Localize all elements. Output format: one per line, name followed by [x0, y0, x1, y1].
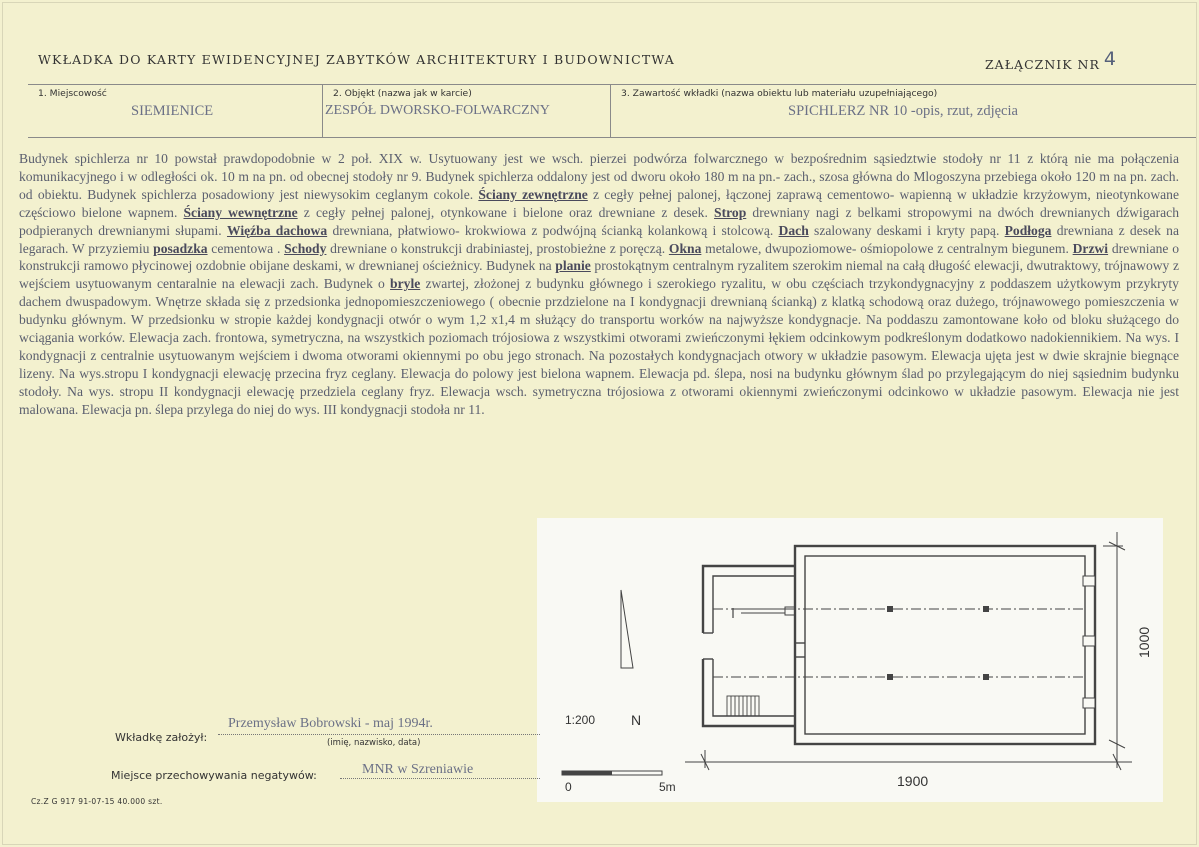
timber-posts — [887, 606, 989, 680]
width-dimension — [1103, 532, 1125, 758]
building-description — [19, 150, 1179, 419]
desc-text: z cegły pełnej palonej, otynkowane i bielone oraz drewniane z desek. — [297, 204, 715, 220]
term-windows: Okna — [668, 240, 702, 256]
negatives-value: MNR w Szreniawie — [362, 762, 474, 777]
term-roof: Dach — [778, 222, 809, 238]
object-field — [322, 85, 611, 137]
author-label: Wkładkę założył: — [115, 731, 208, 744]
content-field — [610, 85, 1197, 137]
attachment-label: ZAŁĄCZNIK NR — [985, 57, 1100, 72]
main-building-outline — [795, 546, 1095, 744]
term-ceiling: Strop — [714, 204, 747, 220]
floor-plan-drawing — [537, 518, 1163, 802]
desc-text: drewniane o konstrukcji ramowo płycinowej ozdobnie obijane deskami, w drewnianej ościeżnicy. Budynek na — [19, 240, 1179, 274]
desc-text: szalowany deskami i kryty papą. — [808, 222, 1005, 238]
annex-outline — [703, 566, 795, 726]
desc-text: Budynek spichlerza nr 10 powstał prawdopodobnie w 2 poł. XIX w. Usytuowany jest we wsch. pierzei podwórza folwarcznego w bezpośrednim sąsiedztwie stodoły nr 11 z którą nie ma połączenia komunikacyjnego i w odległości ok. 10 m na pn. od obecnej stodoły nr 9. Budynek spichlerza oddalony jest od dworu około 180 m na pn.- zach., szosa główna do Mlogoszyna przebiega około 120 m na pn. zach. od obiektu. Budynek spichlerza posadowiony jest niewysokim ceglanym cokole. — [19, 151, 1179, 202]
desc-text: prostokątnym centralnym ryzalitem szerokim niemal na całą długość elewacji, dwutraktowy, trójnawowy z wejściem usytuowanym centaralnie na elewacji zach. Budynek o — [19, 258, 1179, 292]
structural-axes — [713, 609, 1085, 677]
metadata-row — [28, 84, 1196, 138]
width-label: 1000 — [1136, 626, 1152, 658]
card-title: WKŁADKA DO KARTY EWIDENCYJNEJ ZABYTKÓW ARCHITEKTURY I BUDOWNICTWA — [38, 52, 676, 67]
desc-text: drewniane o konstrukcji drabiniastej, prostobieżne z poręczą. — [326, 240, 669, 256]
place-value: SIEMIENICE — [131, 103, 214, 119]
place-label: 1. Miejscowość — [38, 88, 107, 99]
attachment-number-handwritten: 4 — [1103, 48, 1116, 70]
desc-text: drewniany nagi z belkami stropowymi na dwóch drewnianych dźwigarach podpieranych drewnianymi słupami. — [19, 204, 1180, 238]
scale-bar — [562, 771, 662, 775]
object-value: ZESPÓŁ DWORSKO-FOLWARCZNY — [325, 103, 550, 118]
floor-plan-svg — [537, 518, 1163, 802]
term-doors: Drzwi — [1072, 240, 1109, 256]
north-arrow-icon — [621, 590, 633, 668]
place-field — [28, 85, 322, 137]
length-label: 1900 — [897, 773, 929, 789]
content-value: SPICHLERZ NR 10 -opis, rzut, zdjęcia — [788, 103, 1018, 119]
desc-text: drewniana z desek na legarach. W przyziemiu — [19, 222, 1179, 256]
term-exterior-walls: Ściany zewnętrzne — [478, 186, 588, 202]
stairs — [727, 696, 759, 716]
scale-bar-start: 0 — [565, 780, 572, 794]
negatives-line — [340, 778, 540, 779]
length-dimension — [685, 746, 1132, 770]
term-interior-walls: Ściany wewnętrzne — [183, 204, 298, 220]
object-label: 2. Objękt (nazwa jak w karcie) — [333, 88, 472, 99]
term-stairs: Schody — [284, 240, 327, 256]
term-floor: Podłoga — [1004, 222, 1052, 238]
content-label: 3. Zawartość wkładki (nazwa obiektu lub materiału uzupełniającego) — [621, 88, 938, 99]
author-sublabel: (imię, nazwisko, data) — [327, 738, 421, 748]
desc-text: z cegły pełnej palonej, łączonej zaprawą cementowo- wapienną w układzie krzyżowym, nieotynkowane częściowo bielone wapnem. — [19, 186, 1180, 220]
term-roof-truss: Więźba dachowa — [226, 222, 328, 238]
north-label: N — [631, 712, 642, 728]
negatives-label: Miejsce przechowywania negatywów: — [111, 769, 317, 782]
author-line — [218, 734, 540, 735]
term-massing: bryle — [390, 276, 421, 292]
attachment-number — [985, 48, 1116, 74]
desc-text: cementowa . — [207, 240, 285, 256]
scale-bar-end: 5m — [659, 780, 676, 794]
desc-text: metalowe, dwupoziomowe- ośmiopolowe z centralnym biegunem. — [701, 240, 1073, 256]
scale-label: 1:200 — [565, 713, 596, 727]
desc-text: zwartej, złożonej z budynku głównego i szerokiego ryzalitu, w obu częściach trzykondygnacyjny z poddaszem użytkowym przykryty dachem dwuspadowym. Wnętrze składa się z przedsionka jednopomieszczeniowego ( obecnie przdzielone na I kondygnacji drewnianą ścianką) z klatką schodową oraz dużego, trójnawowego pomieszczenia w budynku głównym. W przedsionku w stropie każdej kondygnacji otwór o wym 1,2 x1,4 m służący do transportu worków na najwyższe kondygnacje. Na poddaszu zamontowane koło od bloku służącego do wciągania worków. Elewacja zach. frontowa, symetryczna, na wszystkich poziomach trójosiowa z wszystkimi otworami zwieńczonymi łękiem odcinkowym podkreślonym dodatkowo nadokiennikiem. Na wys. I kondygnacji z centralnie usytuowanym wejściem i dwoma otworami okiennymi po obu jego stronach. Na pozostałych kondygnacjach otwory w układzie pasowym. Elewacja ujęta jest w dwie skrajnie biegnące lizeny. Na wys.stropu I kondygnacji elewację przecina fryz ceglany. Elewacja do polowy jest bielona wapnem. Elewacja pd. ślepa, nosi na budynku głównym ślad po przylegającym do niej sąsiednim budynku stodoły. Na wys. stropu II kondygnacji elewację przedziela ceglany fryz. Elewacja wsch. symetryczna trójosiowa z otworami okiennymi zwieńczonymi odcinkowo w układzie pasowym. Elewacja nie jest malowana. Elewacja pn. ślepa przylega do niej do wys. III kondygnacji stodoła nr 11. — [19, 276, 1179, 417]
term-plan: planie — [555, 258, 591, 274]
author-value: Przemysław Bobrowski - maj 1994r. — [228, 716, 433, 731]
print-reference: Cz.Z G 917 91-07-15 40.000 szt. — [31, 797, 163, 806]
term-flooring: posadzka — [153, 240, 208, 256]
desc-text: drewniana, płatwiowo- krokwiowa z podwójną ścianką kolankową i stolcową. — [327, 222, 779, 238]
